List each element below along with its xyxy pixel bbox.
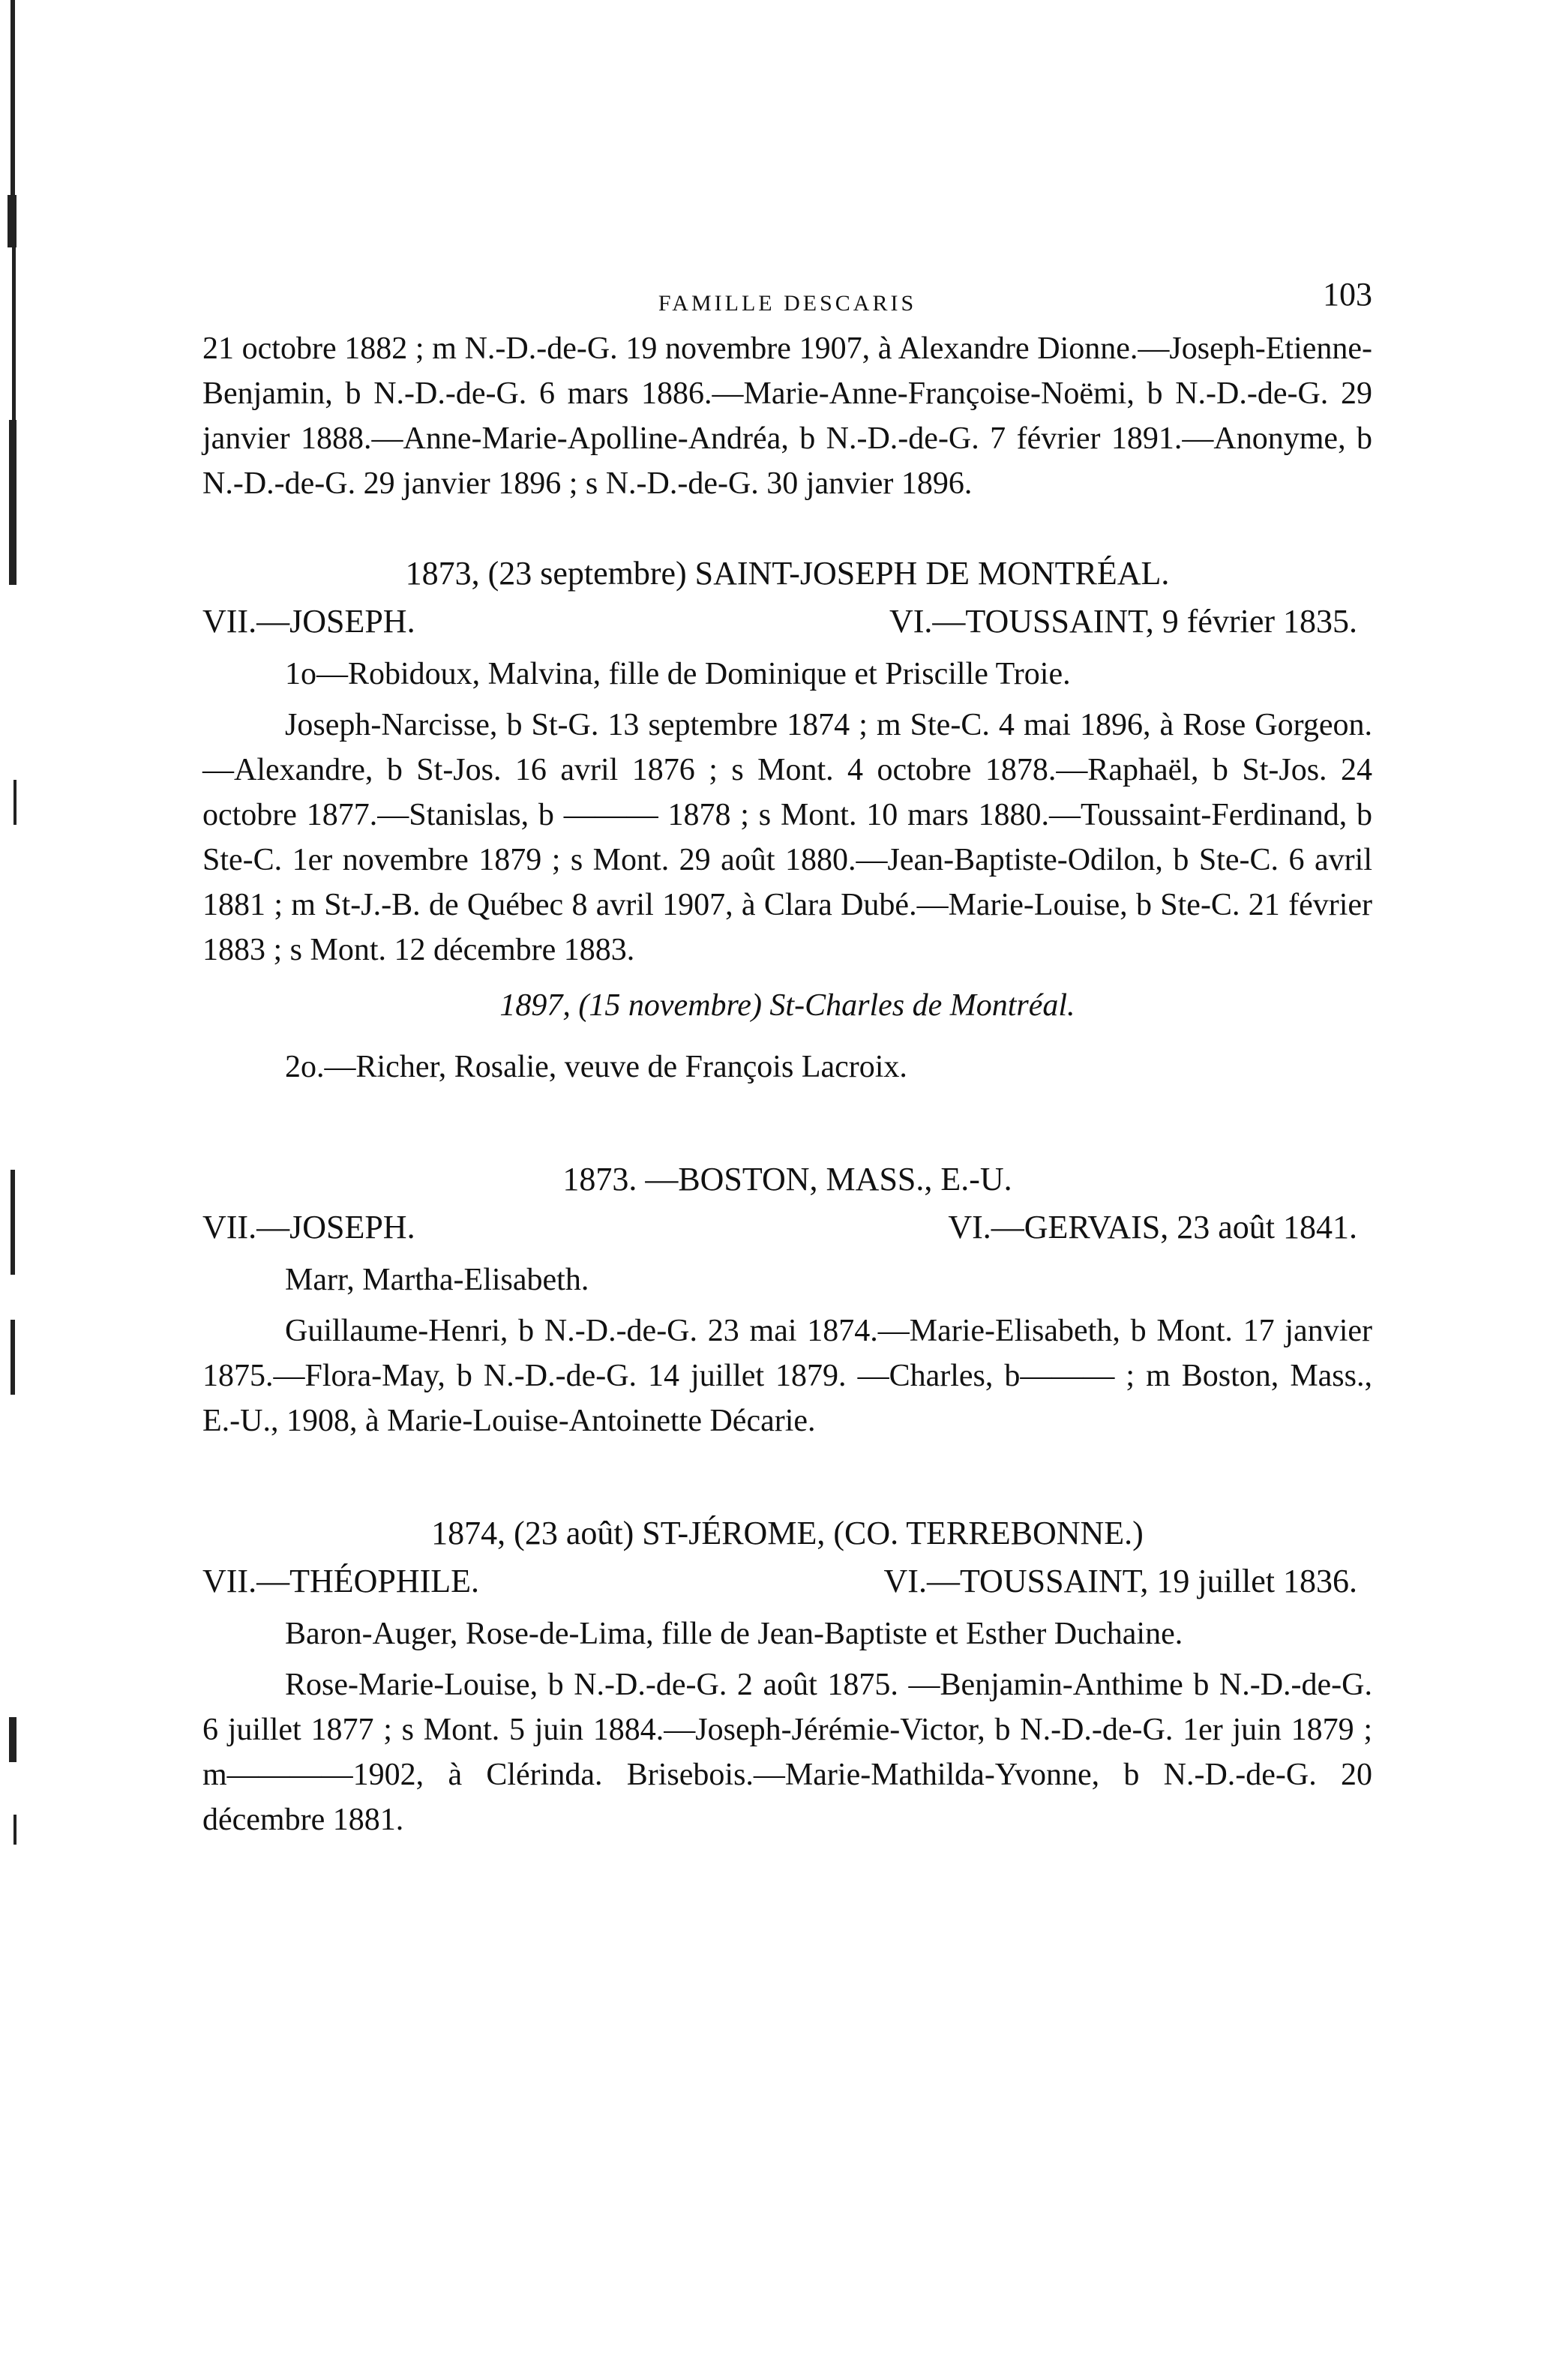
- generation-left: VII.—JOSEPH.: [202, 1209, 415, 1245]
- intro-paragraph: 21 octobre 1882 ; m N.-D.-de-G. 19 novembre 1907, à Alexandre Dionne.—Joseph-Etienne-Benjamin, b N.-D.-de-G. 6 mars 1886.—Marie-Anne-Françoise-Noëmi, b N.-D.-de-G. 29 janvier 1888.—Anne-Marie-Apolline-Andréa, b N.-D.-de-G. 7 février 1891.—Anonyme, b N.-D.-de-G. 29 janvier 1896 ; s N.-D.-de-G. 30 janvier 1896.: [202, 331, 1372, 501]
- children-entry: Joseph-Narcisse, b St-G. 13 septembre 1874 ; m Ste-C. 4 mai 1896, à Rose Gorgeon.—Alexandre, b St-Jos. 16 avril 1876 ; s Mont. 4 octobre 1878.—Raphaël, b St-Jos. 24 octobre 1877.—Stanislas, b ——— 1878 ; s Mont. 10 mars 1880.—Toussaint-Ferdinand, b Ste-C. 1er novembre 1879 ; s Mont. 29 août 1880.—Jean-Baptiste-Odilon, b Ste-C. 6 avril 1881 ; m St-J.-B. de Québec 8 avril 1907, à Clara Dubé.—Marie-Louise, b Ste-C. 21 février 1883 ; s Mont. 12 décembre 1883.: [202, 708, 1372, 967]
- spouse-entry: Baron-Auger, Rose-de-Lima, fille de Jean-Baptiste et Esther Duchaine.: [285, 1617, 1183, 1651]
- generation-row: [202, 1205, 1372, 1250]
- running-head-title: FAMILLE DESCARIS: [658, 291, 917, 316]
- children-entry: Rose-Marie-Louise, b N.-D.-de-G. 2 août 1875. —Benjamin-Anthime b N.-D.-de-G. 6 juillet 1877 ; s Mont. 5 juin 1884.—Joseph-Jérémie-Victor, b N.-D.-de-G. 1er juin 1879 ; m————1902, à Clérinda. Brisebois.—Marie-Mathilda-Yvonne, b N.-D.-de-G. 20 décembre 1881.: [202, 1668, 1372, 1837]
- marriage-section-1: [202, 551, 1372, 1090]
- generation-row: [202, 599, 1372, 644]
- generation-row: [202, 1559, 1372, 1604]
- generation-right: VI.—GERVAIS, 23 août 1841.: [948, 1209, 1357, 1245]
- running-head: [202, 266, 1372, 326]
- section-heading: 1874, (23 août) ST-JÉROME, (CO. TERREBONNE.): [431, 1515, 1144, 1551]
- spouse-entry: Marr, Martha-Elisabeth.: [285, 1263, 589, 1297]
- section-heading: 1873. —BOSTON, MASS., E.-U.: [562, 1161, 1012, 1197]
- generation-right: VI.—TOUSSAINT, 19 juillet 1836.: [883, 1563, 1357, 1599]
- generation-right: VI.—TOUSSAINT, 9 février 1835.: [889, 603, 1357, 640]
- sub-heading: 1897, (15 novembre) St-Charles de Montréal.: [499, 988, 1075, 1023]
- scanned-page-edge: [0, 0, 30, 2380]
- second-spouse-entry: 2o.—Richer, Rosalie, veuve de François Lacroix.: [285, 1050, 907, 1084]
- page-content: [202, 266, 1372, 1842]
- generation-left: VII.—JOSEPH.: [202, 603, 415, 640]
- marriage-section-3: [202, 1511, 1372, 1842]
- children-entry: Guillaume-Henri, b N.-D.-de-G. 23 mai 1874.—Marie-Elisabeth, b Mont. 17 janvier 1875.—Flora-May, b N.-D.-de-G. 14 juillet 1879. —Charles, b——— ; m Boston, Mass., E.-U., 1908, à Marie-Louise-Antoinette Décarie.: [202, 1314, 1372, 1438]
- section-heading: 1873, (23 septembre) SAINT-JOSEPH DE MONTRÉAL.: [405, 555, 1170, 592]
- marriage-section-2: [202, 1157, 1372, 1443]
- generation-left: VII.—THÉOPHILE.: [202, 1563, 480, 1599]
- spouse-entry: 1o—Robidoux, Malvina, fille de Dominique et Priscille Troie.: [285, 657, 1071, 691]
- page-number: 103: [1323, 276, 1372, 313]
